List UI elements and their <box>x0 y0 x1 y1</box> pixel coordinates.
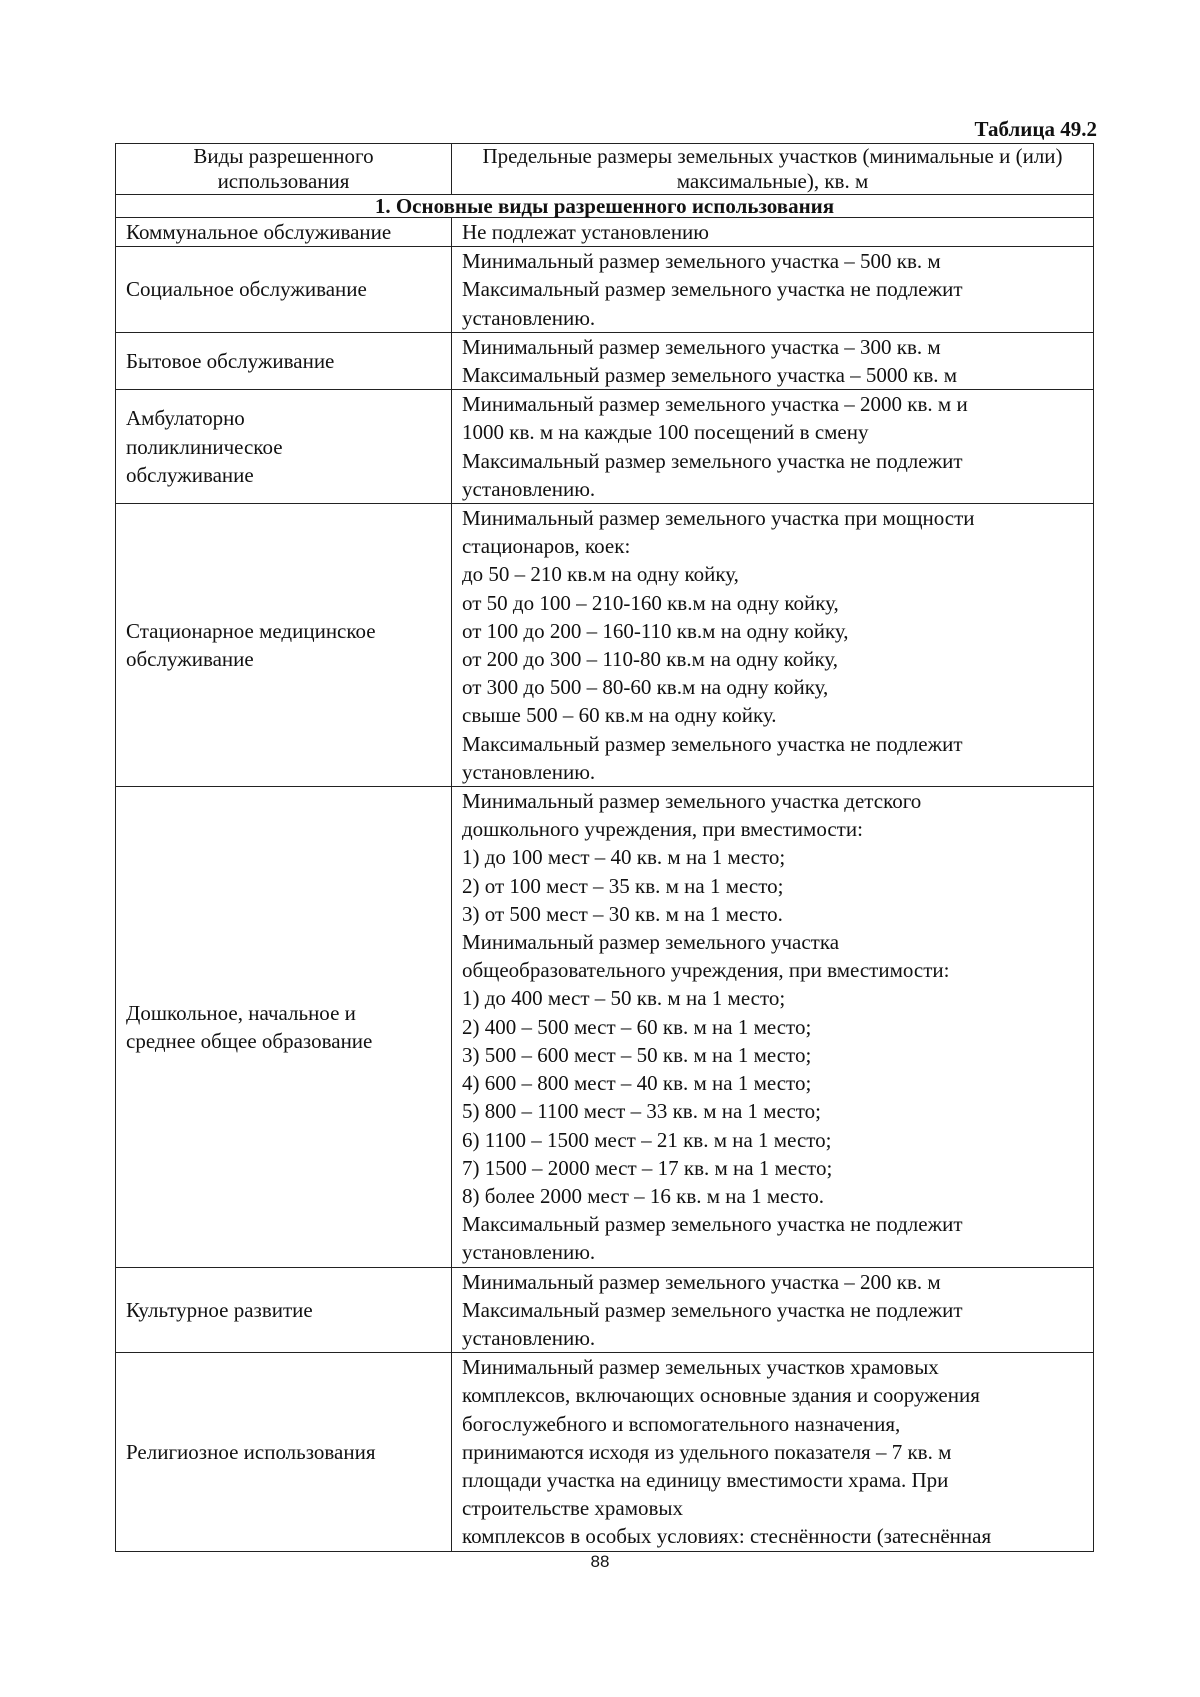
section-row <box>116 195 1094 218</box>
size-limits-line: Минимальный размер земельного участка детского <box>462 789 922 814</box>
size-limits-line: 5) 800 – 1100 мест – 33 кв. м на 1 место; <box>462 1099 821 1124</box>
size-limits-line: 8) более 2000 мест – 16 кв. м на 1 место. <box>462 1183 824 1208</box>
use-kind-line: обслуживание <box>126 647 254 672</box>
table-row <box>116 504 1094 787</box>
use-kind-line: Амбулаторно <box>126 406 245 431</box>
size-limits-line: установлению. <box>462 476 596 501</box>
size-limits-line: площади участка на единицу вместимости храма. При <box>462 1467 949 1492</box>
page-number: 88 <box>590 1552 610 1571</box>
size-limits-line: Максимальный размер земельного участка – 5000 кв. м <box>462 363 958 388</box>
size-limits-line: общеобразовательного учреждения, при вместимости: <box>462 958 950 983</box>
size-limits-line: строительстве храмовых <box>462 1496 684 1521</box>
land-use-table <box>115 143 1094 1552</box>
size-limits-cell <box>452 218 1094 247</box>
table-row <box>116 1267 1094 1353</box>
use-kind-line: среднее общее образование <box>126 1028 373 1053</box>
table-row <box>116 787 1094 1267</box>
size-limits-line: от 300 до 500 – 80-60 кв.м на одну койку, <box>462 675 829 700</box>
table-caption: Таблица 49.2 <box>974 117 1097 141</box>
size-limits-line: Минимальный размер земельного участка <box>462 930 840 955</box>
size-limits-line: 7) 1500 – 2000 мест – 17 кв. м на 1 место; <box>462 1155 833 1180</box>
size-limits-cell <box>452 787 1094 1267</box>
size-limits-line: 1) до 400 мест – 50 кв. м на 1 место; <box>462 986 786 1011</box>
section-title: 1. Основные виды разрешенного использования <box>116 195 1094 218</box>
use-kind-cell <box>116 1267 452 1353</box>
table-row <box>116 332 1094 389</box>
use-kind-cell <box>116 1353 452 1551</box>
table-header-row <box>116 144 1094 195</box>
size-limits-line: Максимальный размер земельного участка не подлежит <box>462 448 963 473</box>
size-limits-line: Максимальный размер земельного участка не подлежит <box>462 277 963 302</box>
use-kind-cell <box>116 332 452 389</box>
size-limits-cell <box>452 390 1094 504</box>
size-limits-line: Не подлежат установлению <box>462 220 709 244</box>
size-limits-line: установлению. <box>462 1325 596 1350</box>
size-limits-line: Максимальный размер земельного участка не подлежит <box>462 1212 963 1237</box>
size-limits-line: комплексов, включающих основные здания и сооружения <box>462 1383 980 1408</box>
size-limits-line: комплексов в особых условиях: стеснённости (затеснённая <box>462 1524 992 1549</box>
header-cell-limits: Предельные размеры земельных участков (минимальные и (или) максимальные), кв. м <box>452 144 1094 195</box>
use-kind-cell <box>116 390 452 504</box>
table-row <box>116 390 1094 504</box>
size-limits-line: установлению. <box>462 1240 596 1265</box>
use-kind-cell <box>116 787 452 1267</box>
size-limits-line: 3) 500 – 600 мест – 50 кв. м на 1 место; <box>462 1042 812 1067</box>
use-kind-cell <box>116 504 452 787</box>
header-cell-kind: Виды разрешенного использования <box>116 144 452 195</box>
size-limits-line: 1) до 100 мест – 40 кв. м на 1 место; <box>462 845 786 870</box>
size-limits-line: стационаров, коек: <box>462 534 631 559</box>
size-limits-cell <box>452 247 1094 333</box>
size-limits-line: от 200 до 300 – 110-80 кв.м на одну койку, <box>462 647 839 672</box>
size-limits-line: установлению. <box>462 759 596 784</box>
size-limits-line: 1000 кв. м на каждые 100 посещений в смену <box>462 420 869 445</box>
use-kind-line: Бытовое обслуживание <box>126 348 335 373</box>
size-limits-line: 4) 600 – 800 мест – 40 кв. м на 1 место; <box>462 1071 812 1096</box>
size-limits-line: Минимальный размер земельного участка при мощности <box>462 506 975 531</box>
size-limits-line: Минимальный размер земельного участка – 500 кв. м <box>462 249 941 274</box>
use-kind-line: Стационарное медицинское <box>126 618 376 643</box>
size-limits-line: от 100 до 200 – 160-110 кв.м на одну койку, <box>462 618 849 643</box>
size-limits-line: Максимальный размер земельного участка не подлежит <box>462 731 963 756</box>
size-limits-line: Максимальный размер земельного участка не подлежит <box>462 1297 963 1322</box>
size-limits-line: от 50 до 100 – 210-160 кв.м на одну койку, <box>462 590 839 615</box>
table-row <box>116 218 1094 247</box>
use-kind-line: Культурное развитие <box>126 1297 313 1322</box>
size-limits-cell <box>452 1353 1094 1551</box>
use-kind-line: Коммунальное обслуживание <box>126 220 392 244</box>
size-limits-line: свыше 500 – 60 кв.м на одну койку. <box>462 703 777 728</box>
size-limits-line: до 50 – 210 кв.м на одну койку, <box>462 562 739 587</box>
use-kind-cell <box>116 218 452 247</box>
size-limits-line: 2) от 100 мест – 35 кв. м на 1 место; <box>462 873 784 898</box>
size-limits-line: Минимальный размер земельного участка – 2000 кв. м и <box>462 392 968 417</box>
size-limits-line: принимаются исходя из удельного показателя – 7 кв. м <box>462 1439 952 1464</box>
use-kind-line: поликлиническое <box>126 434 283 459</box>
size-limits-line: дошкольного учреждения, при вместимости: <box>462 817 863 842</box>
size-limits-cell <box>452 332 1094 389</box>
size-limits-line: 3) от 500 мест – 30 кв. м на 1 место. <box>462 901 783 926</box>
table-row <box>116 1353 1094 1551</box>
size-limits-line: Минимальный размер земельных участков храмовых <box>462 1355 939 1380</box>
size-limits-line: Минимальный размер земельного участка – 300 кв. м <box>462 334 941 359</box>
table-row <box>116 247 1094 333</box>
size-limits-cell <box>452 504 1094 787</box>
use-kind-line: Религиозное использования <box>126 1439 376 1464</box>
size-limits-cell <box>452 1267 1094 1353</box>
use-kind-line: обслуживание <box>126 462 254 487</box>
use-kind-line: Дошкольное, начальное и <box>126 1000 356 1025</box>
size-limits-line: установлению. <box>462 305 596 330</box>
use-kind-cell <box>116 247 452 333</box>
size-limits-line: 2) 400 – 500 мест – 60 кв. м на 1 место; <box>462 1014 812 1039</box>
size-limits-line: 6) 1100 – 1500 мест – 21 кв. м на 1 место; <box>462 1127 832 1152</box>
size-limits-line: Минимальный размер земельного участка – 200 кв. м <box>462 1269 941 1294</box>
use-kind-line: Социальное обслуживание <box>126 277 367 302</box>
size-limits-line: богослужебного и вспомогательного назначения, <box>462 1411 901 1436</box>
